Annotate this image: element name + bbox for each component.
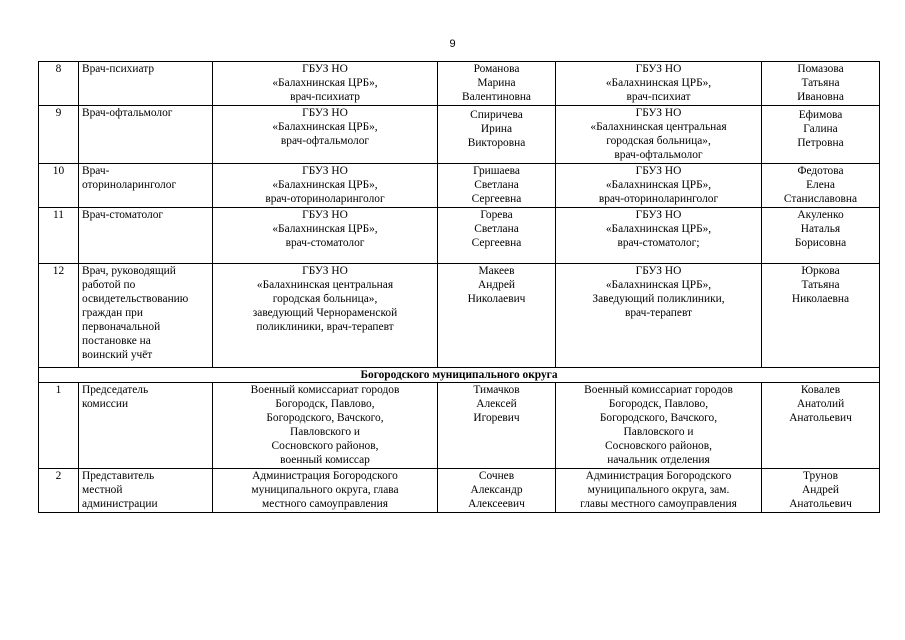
cell-line: Татьяна	[801, 279, 840, 291]
cell-line: Администрация Богородского	[585, 470, 732, 482]
cell-line: ГБУЗ НО	[302, 107, 348, 119]
cell-line: первоначальной	[82, 321, 161, 333]
cell-line: Андрей	[478, 279, 515, 291]
reserve-organization-cell	[556, 164, 762, 208]
cell-line: Анатольевич	[789, 412, 852, 424]
cell-line: муниципального округа, зам.	[587, 484, 730, 496]
commission-table	[38, 61, 880, 513]
cell-line: Александр	[470, 484, 523, 496]
position-cell	[79, 164, 213, 208]
cell-line: ГБУЗ НО	[635, 165, 682, 177]
cell-line: Ирина	[480, 123, 513, 135]
cell-line: постановке на	[82, 335, 151, 347]
cell-line: ГБУЗ НО	[302, 265, 348, 277]
position-cell	[79, 106, 213, 164]
reserve-organization-cell	[556, 383, 762, 469]
row-number: 10	[39, 164, 79, 208]
cell-line: главы местного самоуправления	[580, 498, 737, 510]
main-organization-cell	[213, 208, 438, 264]
cell-line: заведующий Чернораменской	[252, 307, 398, 319]
row-number: 12	[39, 264, 79, 368]
cell-line: Военный комиссариат городов	[584, 384, 733, 396]
main-member-name-cell	[438, 469, 556, 513]
table-row	[39, 264, 880, 368]
cell-line: «Балахнинская ЦРБ»,	[272, 223, 378, 235]
cell-line: оториноларинголог	[82, 179, 177, 191]
cell-line: Федотова	[797, 165, 844, 177]
cell-line: муниципального округа, глава	[251, 484, 399, 496]
cell-line: Романова	[473, 63, 520, 75]
cell-line: Светлана	[474, 223, 519, 235]
cell-line: Сосновского районов,	[271, 440, 379, 452]
cell-line: «Балахнинская ЦРБ»,	[605, 223, 712, 235]
cell-line: «Балахнинская ЦРБ»,	[272, 121, 378, 133]
cell-line: Богородского, Вачского,	[266, 412, 384, 424]
main-member-name-cell	[438, 164, 556, 208]
cell-line: ГБУЗ НО	[302, 63, 348, 75]
cell-line: «Балахнинская ЦРБ»,	[272, 179, 378, 191]
cell-line: «Балахнинская ЦРБ»,	[605, 179, 712, 191]
cell-line: ГБУЗ НО	[302, 209, 348, 221]
row-number: 1	[39, 383, 79, 469]
cell-line: Елена	[806, 179, 835, 191]
cell-line: Петровна	[797, 137, 844, 149]
cell-line: Татьяна	[801, 77, 840, 89]
cell-line: врач-стоматолог	[285, 237, 365, 249]
cell-line: Галина	[803, 123, 838, 135]
row-number: 8	[39, 62, 79, 106]
cell-line: врач-психиатр	[290, 91, 360, 103]
cell-line: ГБУЗ НО	[635, 107, 682, 119]
cell-line: Николаевич	[467, 293, 526, 305]
row-number: 2	[39, 469, 79, 513]
cell-line: администрации	[82, 498, 158, 510]
table-row	[39, 164, 880, 208]
position-cell	[79, 208, 213, 264]
page-number: 9	[449, 38, 456, 50]
cell-line: воинский учёт	[82, 349, 153, 361]
cell-line: «Балахнинская центральная	[256, 279, 394, 291]
cell-line: граждан при	[82, 307, 143, 319]
cell-line: Врач-	[82, 165, 110, 177]
reserve-member-name-cell	[762, 106, 880, 164]
cell-line: ГБУЗ НО	[635, 265, 682, 277]
reserve-member-name-cell	[762, 164, 880, 208]
reserve-member-name-cell	[762, 469, 880, 513]
main-organization-cell	[213, 264, 438, 368]
cell-line: Сосновского районов,	[605, 440, 712, 452]
reserve-organization-cell	[556, 62, 762, 106]
cell-line: Анатолий	[796, 398, 845, 410]
cell-line: начальник отделения	[607, 454, 710, 466]
cell-line: Игоревич	[473, 412, 520, 424]
table-row	[39, 383, 880, 469]
cell-line: работой по	[82, 279, 136, 291]
cell-line: Спиричева	[470, 109, 523, 121]
cell-line: Горева	[480, 209, 513, 221]
cell-line: Сергеевна	[471, 237, 522, 249]
main-organization-cell	[213, 62, 438, 106]
cell-line: ГБУЗ НО	[635, 63, 682, 75]
reserve-member-name-cell	[762, 62, 880, 106]
section-header-row	[39, 368, 880, 383]
cell-line: Врач-психиатр	[82, 63, 155, 75]
cell-line: Валентиновна	[462, 91, 531, 103]
cell-line: городская больница»,	[272, 293, 378, 305]
cell-line: городская больница»,	[606, 135, 711, 147]
cell-line: местной	[82, 484, 123, 496]
cell-line: Администрация Богородского	[252, 470, 398, 482]
table-row	[39, 208, 880, 264]
main-member-name-cell	[438, 106, 556, 164]
reserve-organization-cell	[556, 208, 762, 264]
cell-line: Юркова	[801, 265, 840, 277]
reserve-organization-cell	[556, 106, 762, 164]
main-organization-cell	[213, 164, 438, 208]
cell-line: Сергеевна	[471, 193, 522, 205]
cell-line: Павловского и	[623, 426, 694, 438]
cell-line: Врач, руководящий	[82, 265, 176, 277]
cell-line: Борисовна	[794, 237, 847, 249]
main-organization-cell	[213, 106, 438, 164]
section-title: Богородского муниципального округа	[39, 368, 880, 383]
cell-line: Врач-офтальмолог	[82, 107, 173, 119]
reserve-organization-cell	[556, 264, 762, 368]
cell-line: Анатольевич	[789, 498, 852, 510]
cell-line: врач-психиат	[626, 91, 691, 103]
position-cell	[79, 383, 213, 469]
cell-line: «Балахнинская ЦРБ»,	[605, 77, 712, 89]
cell-line: Врач-стоматолог	[82, 209, 164, 221]
cell-line: Богородского, Вачского,	[599, 412, 718, 424]
cell-line: Заведующий поликлиники,	[592, 293, 725, 305]
cell-line: Наталья	[800, 223, 841, 235]
cell-line: Богородск, Павлово,	[608, 398, 709, 410]
reserve-member-name-cell	[762, 264, 880, 368]
cell-line: Андрей	[802, 484, 839, 496]
table-row	[39, 62, 880, 106]
cell-line: Марина	[477, 77, 516, 89]
cell-line: местного самоуправления	[262, 498, 388, 510]
cell-line: «Балахнинская центральная	[590, 121, 727, 133]
main-organization-cell	[213, 469, 438, 513]
cell-line: Трунов	[803, 470, 838, 482]
cell-line: врач-терапевт	[624, 307, 693, 319]
cell-line: врач-оториноларинголог	[598, 193, 719, 205]
cell-line: Акуленко	[797, 209, 844, 221]
reserve-organization-cell	[556, 469, 762, 513]
cell-line: Станиславовна	[783, 193, 858, 205]
main-organization-cell	[213, 383, 438, 469]
cell-line: «Балахнинская ЦРБ»,	[605, 279, 712, 291]
main-member-name-cell	[438, 264, 556, 368]
main-member-name-cell	[438, 208, 556, 264]
cell-line: Викторовна	[467, 137, 526, 149]
position-cell	[79, 469, 213, 513]
cell-line: освидетельствованию	[82, 293, 189, 305]
cell-line: «Балахнинская ЦРБ»,	[272, 77, 378, 89]
cell-line: врач-стоматолог;	[617, 237, 700, 249]
cell-line: Ковалев	[800, 384, 841, 396]
cell-line: Богородск, Павлово,	[275, 398, 375, 410]
position-cell	[79, 264, 213, 368]
cell-line: Николаевна	[791, 293, 850, 305]
reserve-member-name-cell	[762, 208, 880, 264]
cell-line: Тимачков	[473, 384, 520, 396]
table-row	[39, 469, 880, 513]
cell-line: Сочнев	[478, 470, 515, 482]
cell-line: Военный комиссариат городов	[250, 384, 400, 396]
table-row	[39, 106, 880, 164]
cell-line: Макеев	[478, 265, 515, 277]
main-member-name-cell	[438, 62, 556, 106]
cell-line: Алексей	[476, 398, 517, 410]
cell-line: военный комиссар	[280, 454, 370, 466]
row-number: 9	[39, 106, 79, 164]
cell-line: Ивановна	[797, 91, 844, 103]
position-cell	[79, 62, 213, 106]
cell-line: комиссии	[82, 398, 129, 410]
cell-line: врач-офтальмолог	[280, 135, 370, 147]
row-number: 11	[39, 208, 79, 264]
cell-line: Павловского и	[290, 426, 360, 438]
cell-line: врач-оториноларинголог	[265, 193, 385, 205]
cell-line: ГБУЗ НО	[635, 209, 682, 221]
cell-line: Председатель	[82, 384, 149, 396]
cell-line: Ефимова	[798, 109, 843, 121]
cell-line: Помазова	[797, 63, 844, 75]
cell-line: Гришаева	[473, 165, 520, 177]
main-member-name-cell	[438, 383, 556, 469]
cell-line: поликлиники, врач-терапевт	[256, 321, 394, 333]
cell-line: Алексеевич	[468, 498, 525, 510]
cell-line: врач-офтальмолог	[614, 149, 703, 161]
reserve-member-name-cell	[762, 383, 880, 469]
cell-line: ГБУЗ НО	[302, 165, 348, 177]
cell-line: Представитель	[82, 470, 155, 482]
cell-line: Светлана	[474, 179, 519, 191]
